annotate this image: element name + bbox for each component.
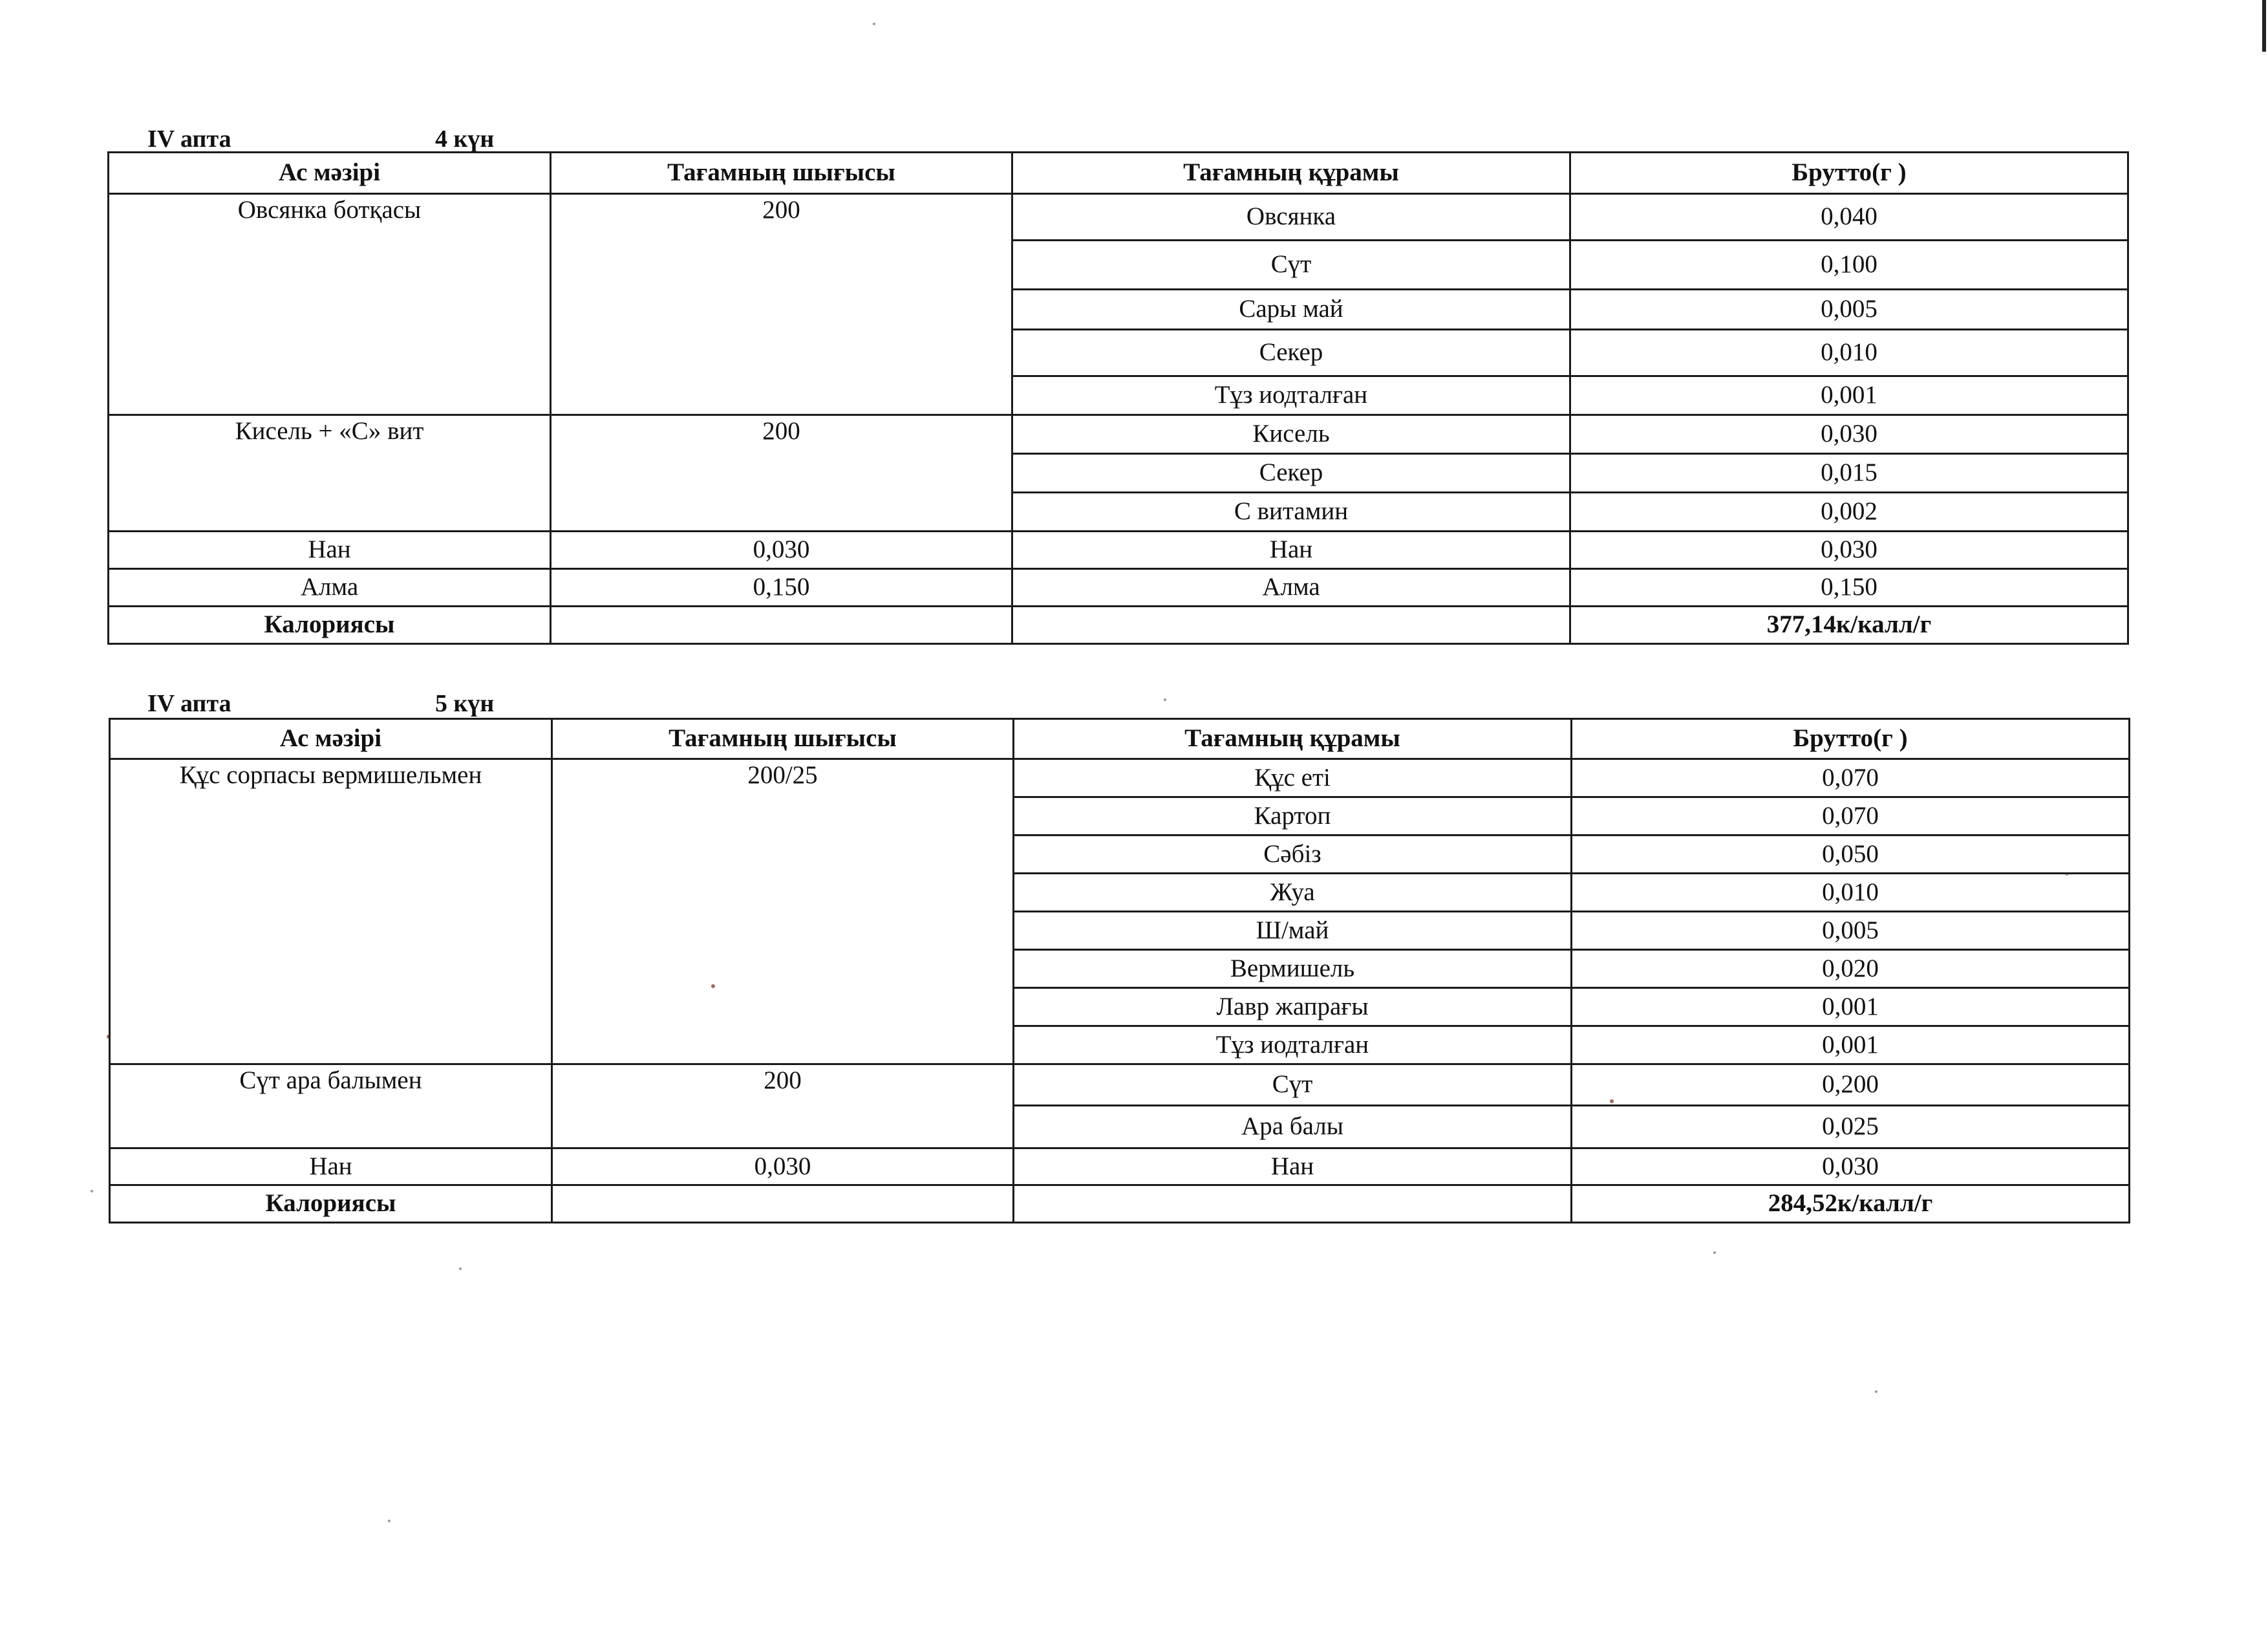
- ingredient-name: Тұз иодталған: [1012, 376, 1570, 415]
- ingredient-name: Вермишель: [1014, 950, 1572, 988]
- ingredient-name: Сәбіз: [1014, 835, 1572, 874]
- ingredient-name: Нан: [1014, 1148, 1572, 1185]
- ingredient-brutto: 0,070: [1572, 759, 2130, 797]
- ingredient-name: Тұз иодталған: [1014, 1026, 1572, 1064]
- empty-cell: [1012, 607, 1570, 644]
- header-brutto: Брутто(г ): [1570, 153, 2128, 194]
- week-label: IV апта: [147, 690, 231, 717]
- scan-speck: [1164, 698, 1166, 701]
- total-label: Калориясы: [109, 607, 551, 644]
- ingredient-brutto: 0,070: [1572, 797, 2130, 835]
- dish-name: Алма: [109, 569, 551, 607]
- scan-speck: [873, 23, 875, 25]
- ingredient-name: Алма: [1012, 569, 1570, 607]
- empty-cell: [551, 607, 1012, 644]
- dish-output: 200/25: [552, 759, 1014, 1064]
- ingredient-brutto: 0,025: [1572, 1106, 2130, 1148]
- scan-speck: [1713, 1251, 1716, 1254]
- header-menu: Ас мәзірі: [109, 153, 551, 194]
- ingredient-name: Құс еті: [1014, 759, 1572, 797]
- ingredient-brutto: 0,040: [1570, 194, 2128, 241]
- ingredient-brutto: 0,001: [1572, 1026, 2130, 1064]
- dish-output: 200: [552, 1064, 1014, 1148]
- ingredient-brutto: 0,030: [1570, 532, 2128, 569]
- day-label: 5 күн: [435, 690, 495, 717]
- ingredient-brutto: 0,002: [1570, 493, 2128, 532]
- dish-name: Құс сорпасы вермишельмен: [110, 759, 552, 1064]
- ingredient-brutto: 0,015: [1570, 454, 2128, 493]
- ingredient-brutto: 0,030: [1570, 415, 2128, 454]
- table-row: [109, 532, 2128, 569]
- ingredient-brutto: 0,050: [1572, 835, 2130, 874]
- ingredient-brutto: 0,001: [1570, 376, 2128, 415]
- ingredient-brutto: 0,030: [1572, 1148, 2130, 1185]
- header-output: Тағамның шығысы: [552, 719, 1014, 759]
- ingredient-name: Секер: [1012, 454, 1570, 493]
- table-header-row: [109, 153, 2128, 194]
- dish-name: Сүт ара балымен: [110, 1064, 552, 1148]
- total-row: [109, 607, 2128, 644]
- menu-table-day5: [109, 718, 2130, 1223]
- total-value: 377,14к/калл/г: [1570, 607, 2128, 644]
- dish-output: 200: [551, 415, 1012, 532]
- scan-speck: [1875, 1390, 1878, 1393]
- dish-output: 0,150: [551, 569, 1012, 607]
- header-composition: Тағамның құрамы: [1014, 719, 1572, 759]
- ingredient-name: Нан: [1012, 532, 1570, 569]
- table-header-row: [110, 719, 2130, 759]
- table-row: [109, 194, 2128, 241]
- ingredient-brutto: 0,010: [1572, 874, 2130, 912]
- ingredient-name: Секер: [1012, 330, 1570, 376]
- ingredient-name: Картоп: [1014, 797, 1572, 835]
- ingredient-name: Сүт: [1012, 241, 1570, 290]
- scan-edge-mark: [2262, 0, 2266, 52]
- table-row: [109, 569, 2128, 607]
- dish-name: Кисель + «С» вит: [109, 415, 551, 532]
- table-row: [110, 1064, 2130, 1106]
- ingredient-name: Ш/май: [1014, 912, 1572, 950]
- scan-speck: [91, 1190, 93, 1192]
- total-value: 284,52к/калл/г: [1572, 1185, 2130, 1223]
- ingredient-name: Сары май: [1012, 290, 1570, 330]
- table-row: [110, 759, 2130, 797]
- dish-output: 200: [551, 194, 1012, 415]
- ingredient-brutto: 0,100: [1570, 241, 2128, 290]
- ingredient-name: С витамин: [1012, 493, 1570, 532]
- total-label: Калориясы: [110, 1185, 552, 1223]
- ingredient-name: Жуа: [1014, 874, 1572, 912]
- dish-name: Овсянка ботқасы: [109, 194, 551, 415]
- ingredient-brutto: 0,200: [1572, 1064, 2130, 1106]
- dish-name: Нан: [109, 532, 551, 569]
- week-label: IV апта: [147, 125, 231, 153]
- ingredient-name: Ара балы: [1014, 1106, 1572, 1148]
- menu-table-day4: [107, 151, 2129, 645]
- header-brutto: Брутто(г ): [1572, 719, 2130, 759]
- ingredient-brutto: 0,005: [1572, 912, 2130, 950]
- ingredient-brutto: 0,010: [1570, 330, 2128, 376]
- ingredient-brutto: 0,005: [1570, 290, 2128, 330]
- ingredient-brutto: 0,020: [1572, 950, 2130, 988]
- dish-name: Нан: [110, 1148, 552, 1185]
- header-menu: Ас мәзірі: [110, 719, 552, 759]
- scan-speck: [388, 1520, 390, 1522]
- dish-output: 0,030: [552, 1148, 1014, 1185]
- day-label: 4 күн: [435, 125, 495, 153]
- header-output: Тағамның шығысы: [551, 153, 1012, 194]
- total-row: [110, 1185, 2130, 1223]
- scan-speck: [459, 1267, 462, 1270]
- header-composition: Тағамның құрамы: [1012, 153, 1570, 194]
- dish-output: 0,030: [551, 532, 1012, 569]
- table-row: [110, 1148, 2130, 1185]
- ingredient-name: Сүт: [1014, 1064, 1572, 1106]
- empty-cell: [1014, 1185, 1572, 1223]
- ingredient-name: Лавр жапрағы: [1014, 988, 1572, 1026]
- empty-cell: [552, 1185, 1014, 1223]
- ingredient-name: Овсянка: [1012, 194, 1570, 241]
- ingredient-brutto: 0,150: [1570, 569, 2128, 607]
- ingredient-name: Кисель: [1012, 415, 1570, 454]
- table-row: [109, 415, 2128, 454]
- ingredient-brutto: 0,001: [1572, 988, 2130, 1026]
